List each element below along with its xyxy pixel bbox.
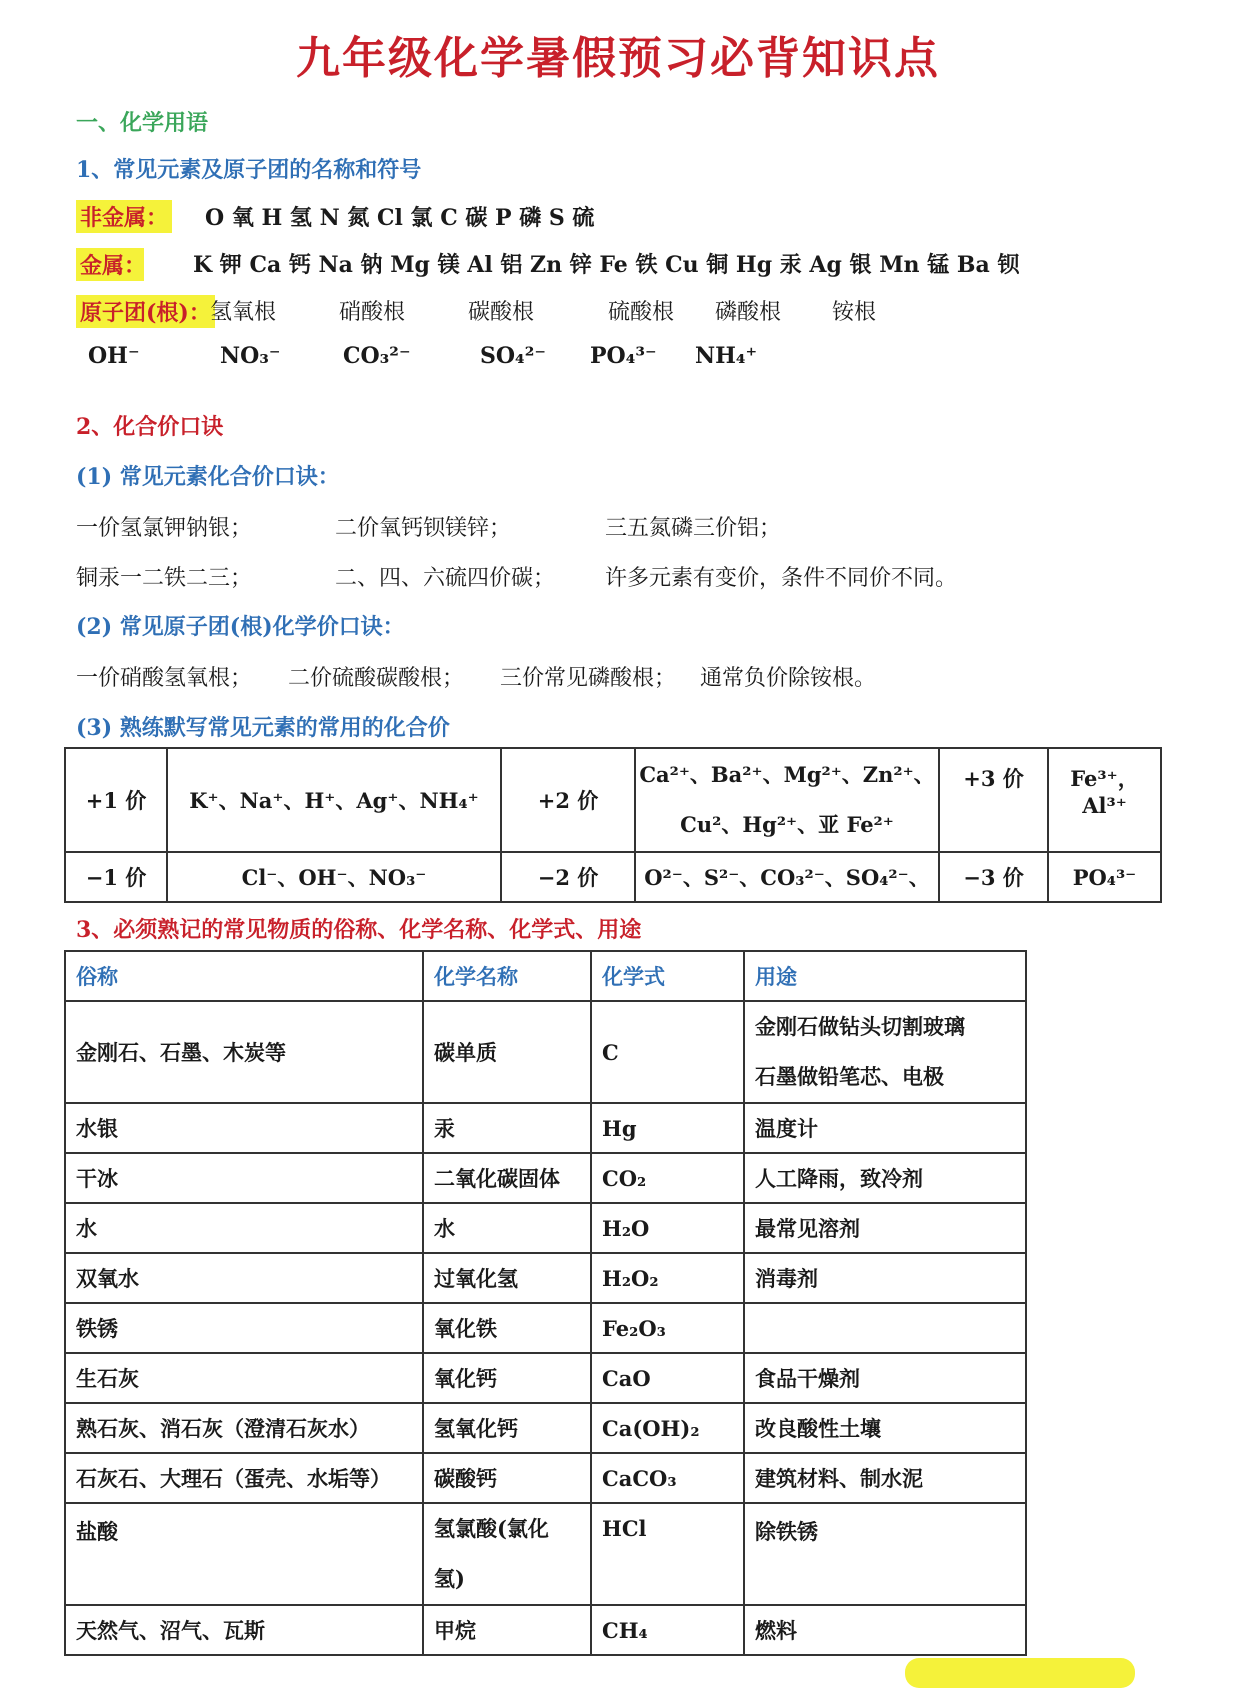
- table-cell: Ca(OH)₂: [591, 1403, 744, 1453]
- valence-cell: −2 价: [501, 852, 635, 902]
- subheading-valence-table: (3) 熟练默写常见元素的常用的化合价: [76, 715, 450, 741]
- valence-cell: Fe³⁺，Al³⁺: [1048, 748, 1161, 852]
- table-cell: 食品干燥剂: [744, 1353, 1026, 1403]
- subheading-rhyme-radicals: (2) 常见原子团(根)化学价口诀：: [76, 614, 405, 640]
- subheading-elements: 1、常见元素及原子团的名称和符号: [76, 157, 422, 183]
- table-cell: Hg: [591, 1103, 744, 1153]
- radical-formula: PO₄³⁻: [590, 343, 657, 369]
- rhyme-text: 通常负价除铵根。: [700, 666, 877, 691]
- cell-line: 石墨做铅笔芯、电极: [755, 1064, 944, 1089]
- table-header: 用途: [744, 951, 1026, 1001]
- table-header: 化学名称: [423, 951, 591, 1001]
- table-cell: H₂O: [591, 1203, 744, 1253]
- table-cell: 水: [65, 1203, 423, 1253]
- rhyme-text: 二价氧钙钡镁锌；: [335, 516, 512, 541]
- valence-cell: −3 价: [939, 852, 1048, 902]
- table-row: [65, 1001, 1026, 1103]
- valence-cell: K⁺、Na⁺、H⁺、Ag⁺、NH₄⁺: [167, 748, 501, 852]
- radical-formula: NH₄⁺: [695, 343, 758, 369]
- table-cell: 水: [423, 1203, 591, 1253]
- table-cell: CaCO₃: [591, 1453, 744, 1503]
- valence-cell: O²⁻、S²⁻、CO₃²⁻、SO₄²⁻、: [635, 852, 939, 902]
- rhyme-text: 二价硫酸碳酸根；: [288, 666, 465, 691]
- table-cell: 盐酸: [65, 1503, 423, 1605]
- radical-name: 铵根: [832, 300, 877, 325]
- radical-formula: CO₃²⁻: [343, 343, 411, 369]
- table-cell: 铁锈: [65, 1303, 423, 1353]
- table-cell: 碳单质: [423, 1001, 591, 1103]
- radical-name: 磷酸根: [715, 300, 782, 325]
- table-cell: 二氧化碳固体: [423, 1153, 591, 1203]
- valence-line: Ca²⁺、Ba²⁺、Mg²⁺、Zn²⁺、: [639, 762, 935, 787]
- rhyme-text: 许多元素有变价，条件不同价不同。: [605, 566, 958, 591]
- table-cell: CH₄: [591, 1605, 744, 1655]
- table-cell: 生石灰: [65, 1353, 423, 1403]
- table-header: 俗称: [65, 951, 423, 1001]
- table-cell: [744, 1001, 1026, 1103]
- table-row: [65, 1353, 1026, 1403]
- valence-table: [64, 747, 1162, 903]
- table-cell: C: [591, 1001, 744, 1103]
- table-row: [65, 1153, 1026, 1203]
- table-cell: 天然气、沼气、瓦斯: [65, 1605, 423, 1655]
- valence-cell: +2 价: [501, 748, 635, 852]
- cell-line: 金刚石做钻头切割玻璃: [755, 1014, 965, 1039]
- substances-table: [64, 950, 1027, 1656]
- metal-items: K 钾 Ca 钙 Na 钠 Mg 镁 Al 铝 Zn 锌 Fe 铁 Cu 铜 Hg 汞 Ag 银 Mn 锰 Ba 钡: [193, 252, 1020, 278]
- cell-line: 氢): [434, 1566, 465, 1591]
- table-cell: 建筑材料、制水泥: [744, 1453, 1026, 1503]
- table-cell: Fe₂O₃: [591, 1303, 744, 1353]
- highlight-badge: [905, 1658, 1135, 1688]
- table-cell: 人工降雨，致冷剂: [744, 1153, 1026, 1203]
- table-cell: [423, 1503, 591, 1605]
- table-cell: 碳酸钙: [423, 1453, 591, 1503]
- valence-cell: +3 价: [939, 748, 1048, 852]
- table-row: [65, 1103, 1026, 1153]
- valence-cell: [635, 748, 939, 852]
- rhyme-text: 三价常见磷酸根；: [500, 666, 677, 691]
- table-cell: 水银: [65, 1103, 423, 1153]
- valence-cell: PO₄³⁻: [1048, 852, 1161, 902]
- table-row: [65, 1203, 1026, 1253]
- table-cell: 氧化钙: [423, 1353, 591, 1403]
- table-cell: 氧化铁: [423, 1303, 591, 1353]
- section-heading: 一、化学用语: [76, 110, 209, 136]
- page-title: 九年级化学暑假预习必背知识点: [296, 33, 940, 84]
- rhyme-text: 一价氢氯钾钠银；: [76, 516, 253, 541]
- radical-name: 碳酸根: [468, 300, 535, 325]
- table-cell: H₂O₂: [591, 1253, 744, 1303]
- rhyme-text: 一价硝酸氢氧根；: [76, 666, 253, 691]
- table-row: [65, 1453, 1026, 1503]
- table-cell: 温度计: [744, 1103, 1026, 1153]
- table-cell: 改良酸性土壤: [744, 1403, 1026, 1453]
- table-cell: 过氧化氢: [423, 1253, 591, 1303]
- table-cell: 除铁锈: [744, 1503, 1026, 1605]
- radical-label: 原子团(根)：: [76, 295, 215, 328]
- table-cell: [744, 1303, 1026, 1353]
- table-cell: 最常见溶剂: [744, 1203, 1026, 1253]
- table-cell: 双氧水: [65, 1253, 423, 1303]
- table-cell: HCl: [591, 1503, 744, 1605]
- subheading-substances: 3、必须熟记的常见物质的俗称、化学名称、化学式、用途: [76, 917, 642, 943]
- table-row: [65, 1403, 1026, 1453]
- nonmetal-items: O 氧 H 氢 N 氮 Cl 氯 C 碳 P 磷 S 硫: [205, 205, 595, 231]
- radical-formula: SO₄²⁻: [480, 343, 546, 369]
- table-row: [65, 1303, 1026, 1353]
- subheading-rhyme-elements: (1) 常见元素化合价口诀：: [76, 464, 340, 490]
- table-cell: CO₂: [591, 1153, 744, 1203]
- table-header: 化学式: [591, 951, 744, 1001]
- table-row: [65, 1605, 1026, 1655]
- valence-cell: Cl⁻、OH⁻、NO₃⁻: [167, 852, 501, 902]
- metal-label: 金属：: [76, 248, 144, 281]
- radical-formula: NO₃⁻: [220, 343, 281, 369]
- table-cell: 消毒剂: [744, 1253, 1026, 1303]
- table-cell: CaO: [591, 1353, 744, 1403]
- rhyme-text: 三五氮磷三价铝；: [605, 516, 782, 541]
- table-cell: 汞: [423, 1103, 591, 1153]
- table-row: [65, 1253, 1026, 1303]
- table-cell: 干冰: [65, 1153, 423, 1203]
- subheading-valence: 2、化合价口诀: [76, 414, 224, 440]
- rhyme-text: 铜汞一二铁二三；: [76, 566, 253, 591]
- cell-line: 氢氯酸(氯化: [434, 1516, 549, 1541]
- valence-cell: +1 价: [65, 748, 167, 852]
- valence-cell: −1 价: [65, 852, 167, 902]
- valence-line: Cu²、Hg²⁺、亚 Fe²⁺: [680, 812, 894, 837]
- table-cell: 金刚石、石墨、木炭等: [65, 1001, 423, 1103]
- nonmetal-label: 非金属：: [76, 200, 172, 233]
- rhyme-text: 二、四、六硫四价碳；: [335, 566, 556, 591]
- radical-name: 氢氧根: [210, 300, 277, 325]
- radical-name: 硝酸根: [339, 300, 406, 325]
- table-cell: 甲烷: [423, 1605, 591, 1655]
- radical-formula: OH⁻: [88, 343, 140, 369]
- table-cell: 氢氧化钙: [423, 1403, 591, 1453]
- table-cell: 熟石灰、消石灰（澄清石灰水）: [65, 1403, 423, 1453]
- table-row: [65, 1503, 1026, 1605]
- table-cell: 石灰石、大理石（蛋壳、水垢等）: [65, 1453, 423, 1503]
- radical-name: 硫酸根: [608, 300, 675, 325]
- table-cell: 燃料: [744, 1605, 1026, 1655]
